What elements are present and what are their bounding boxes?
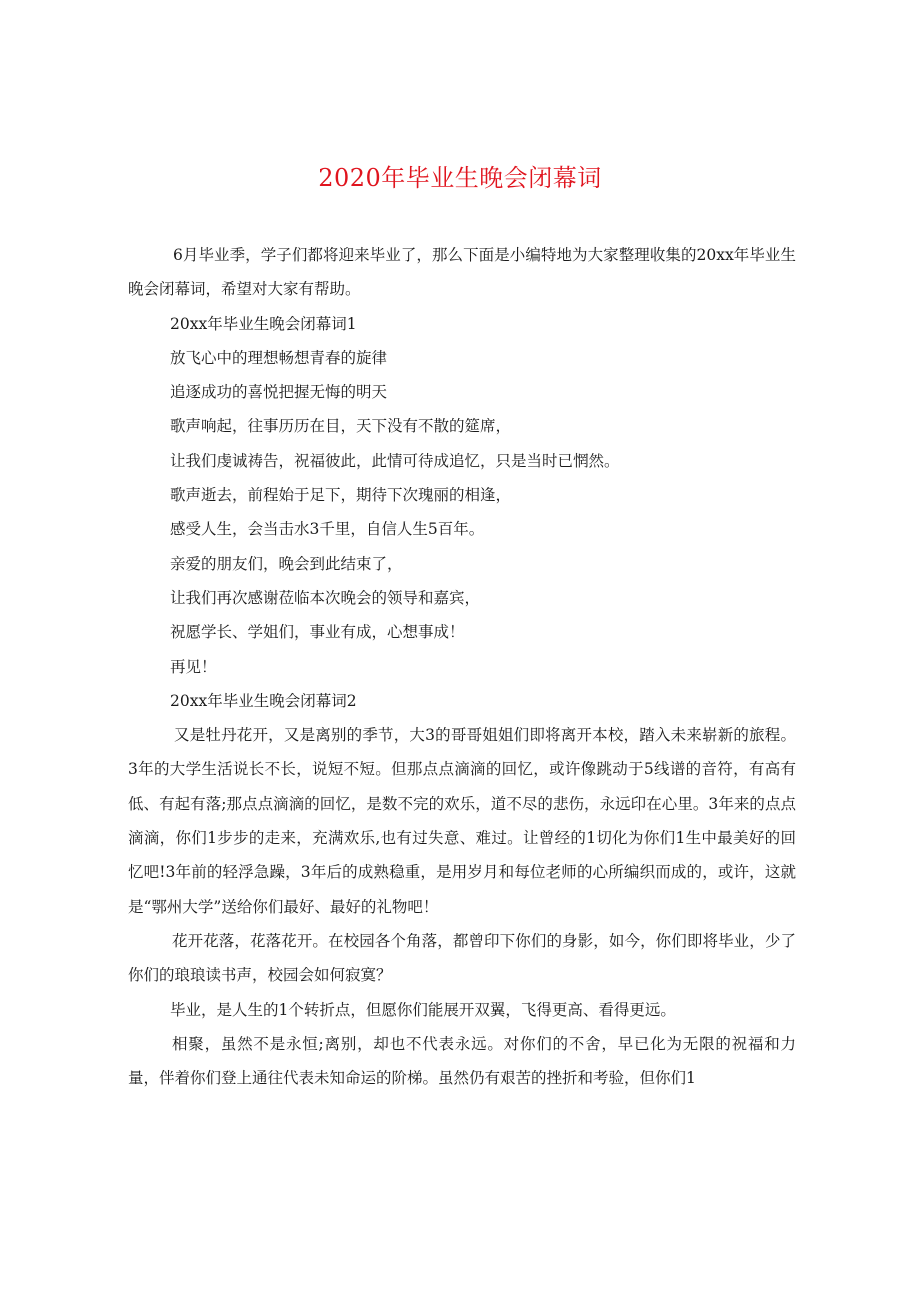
intro-paragraph: 6月毕业季，学子们都将迎来毕业了，那么下面是小编特地为大家整理收集的20xx年毕业生晚会闭幕词，希望对大家有帮助。	[128, 246, 796, 299]
verse-line: 让我们虔诚祷告，祝福彼此，此情可待成追忆，只是当时已惘然。	[170, 451, 620, 470]
verse-line: 亲爱的朋友们，晚会到此结束了，	[170, 554, 403, 573]
verse-line: 感受人生，会当击水3千里，自信人生5百年。	[170, 520, 485, 539]
verse-line: 让我们再次感谢莅临本次晚会的领导和嘉宾，	[170, 588, 481, 607]
body-paragraph: 又是牡丹花开，又是离别的季节，大3的哥哥姐姐们即将离开本校，踏入未来崭新的旅程。3年的大学生活说长不长，说短不短。但那点点滴滴的回忆，或许像跳动于5线谱的音符，有高有低、有起有落;那点点滴滴的回忆，是数不完的欢乐，道不尽的悲伤，永远印在心里。3年来的点点滴滴，你们1步步的走来，充满欢乐,也有过失意、难过。让曾经的1切化为你们1生中最美好的回忆吧!3年前的轻浮急躁，3年后的成熟稳重，是用岁月和每位老师的心所编织而成的，或许，这就是“鄂州大学”送给你们最好、最好的礼物吧！	[128, 726, 796, 916]
body-paragraph: 相聚，虽然不是永恒;离别，却也不代表永远。对你们的不舍，早已化为无限的祝福和力量，伴着你们登上通往代表未知命运的阶梯。虽然仍有艰苦的挫折和考验，但你们1	[128, 1034, 796, 1088]
body-paragraph: 花开花落，花落花开。在校园各个角落，都曾印下你们的身影，如今，你们即将毕业，少了你们的琅琅读书声，校园会如何寂寞？	[128, 931, 796, 985]
verse-line: 歌声逝去，前程始于足下，期待下次瑰丽的相逢，	[170, 486, 512, 505]
section-heading-2: 20xx年毕业生晚会闭幕词2	[170, 691, 357, 710]
verse-line: 歌声响起，往事历历在目，天下没有不散的筵席，	[170, 417, 512, 436]
body-paragraph: 毕业，是人生的1个转折点，但愿你们能展开双翼，飞得更高、看得更远。	[170, 1000, 676, 1019]
verse-line: 追逐成功的喜悦把握无悔的明天	[170, 383, 388, 402]
document-body	[128, 238, 796, 1095]
verse-line: 再见！	[170, 657, 217, 676]
verse-line: 放飞心中的理想畅想青春的旋律	[170, 348, 388, 367]
section-heading-1: 20xx年毕业生晚会闭幕词1	[170, 314, 357, 333]
page-title: 2020年毕业生晚会闭幕词	[318, 164, 602, 192]
verse-line: 祝愿学长、学姐们，事业有成，心想事成！	[170, 623, 465, 642]
